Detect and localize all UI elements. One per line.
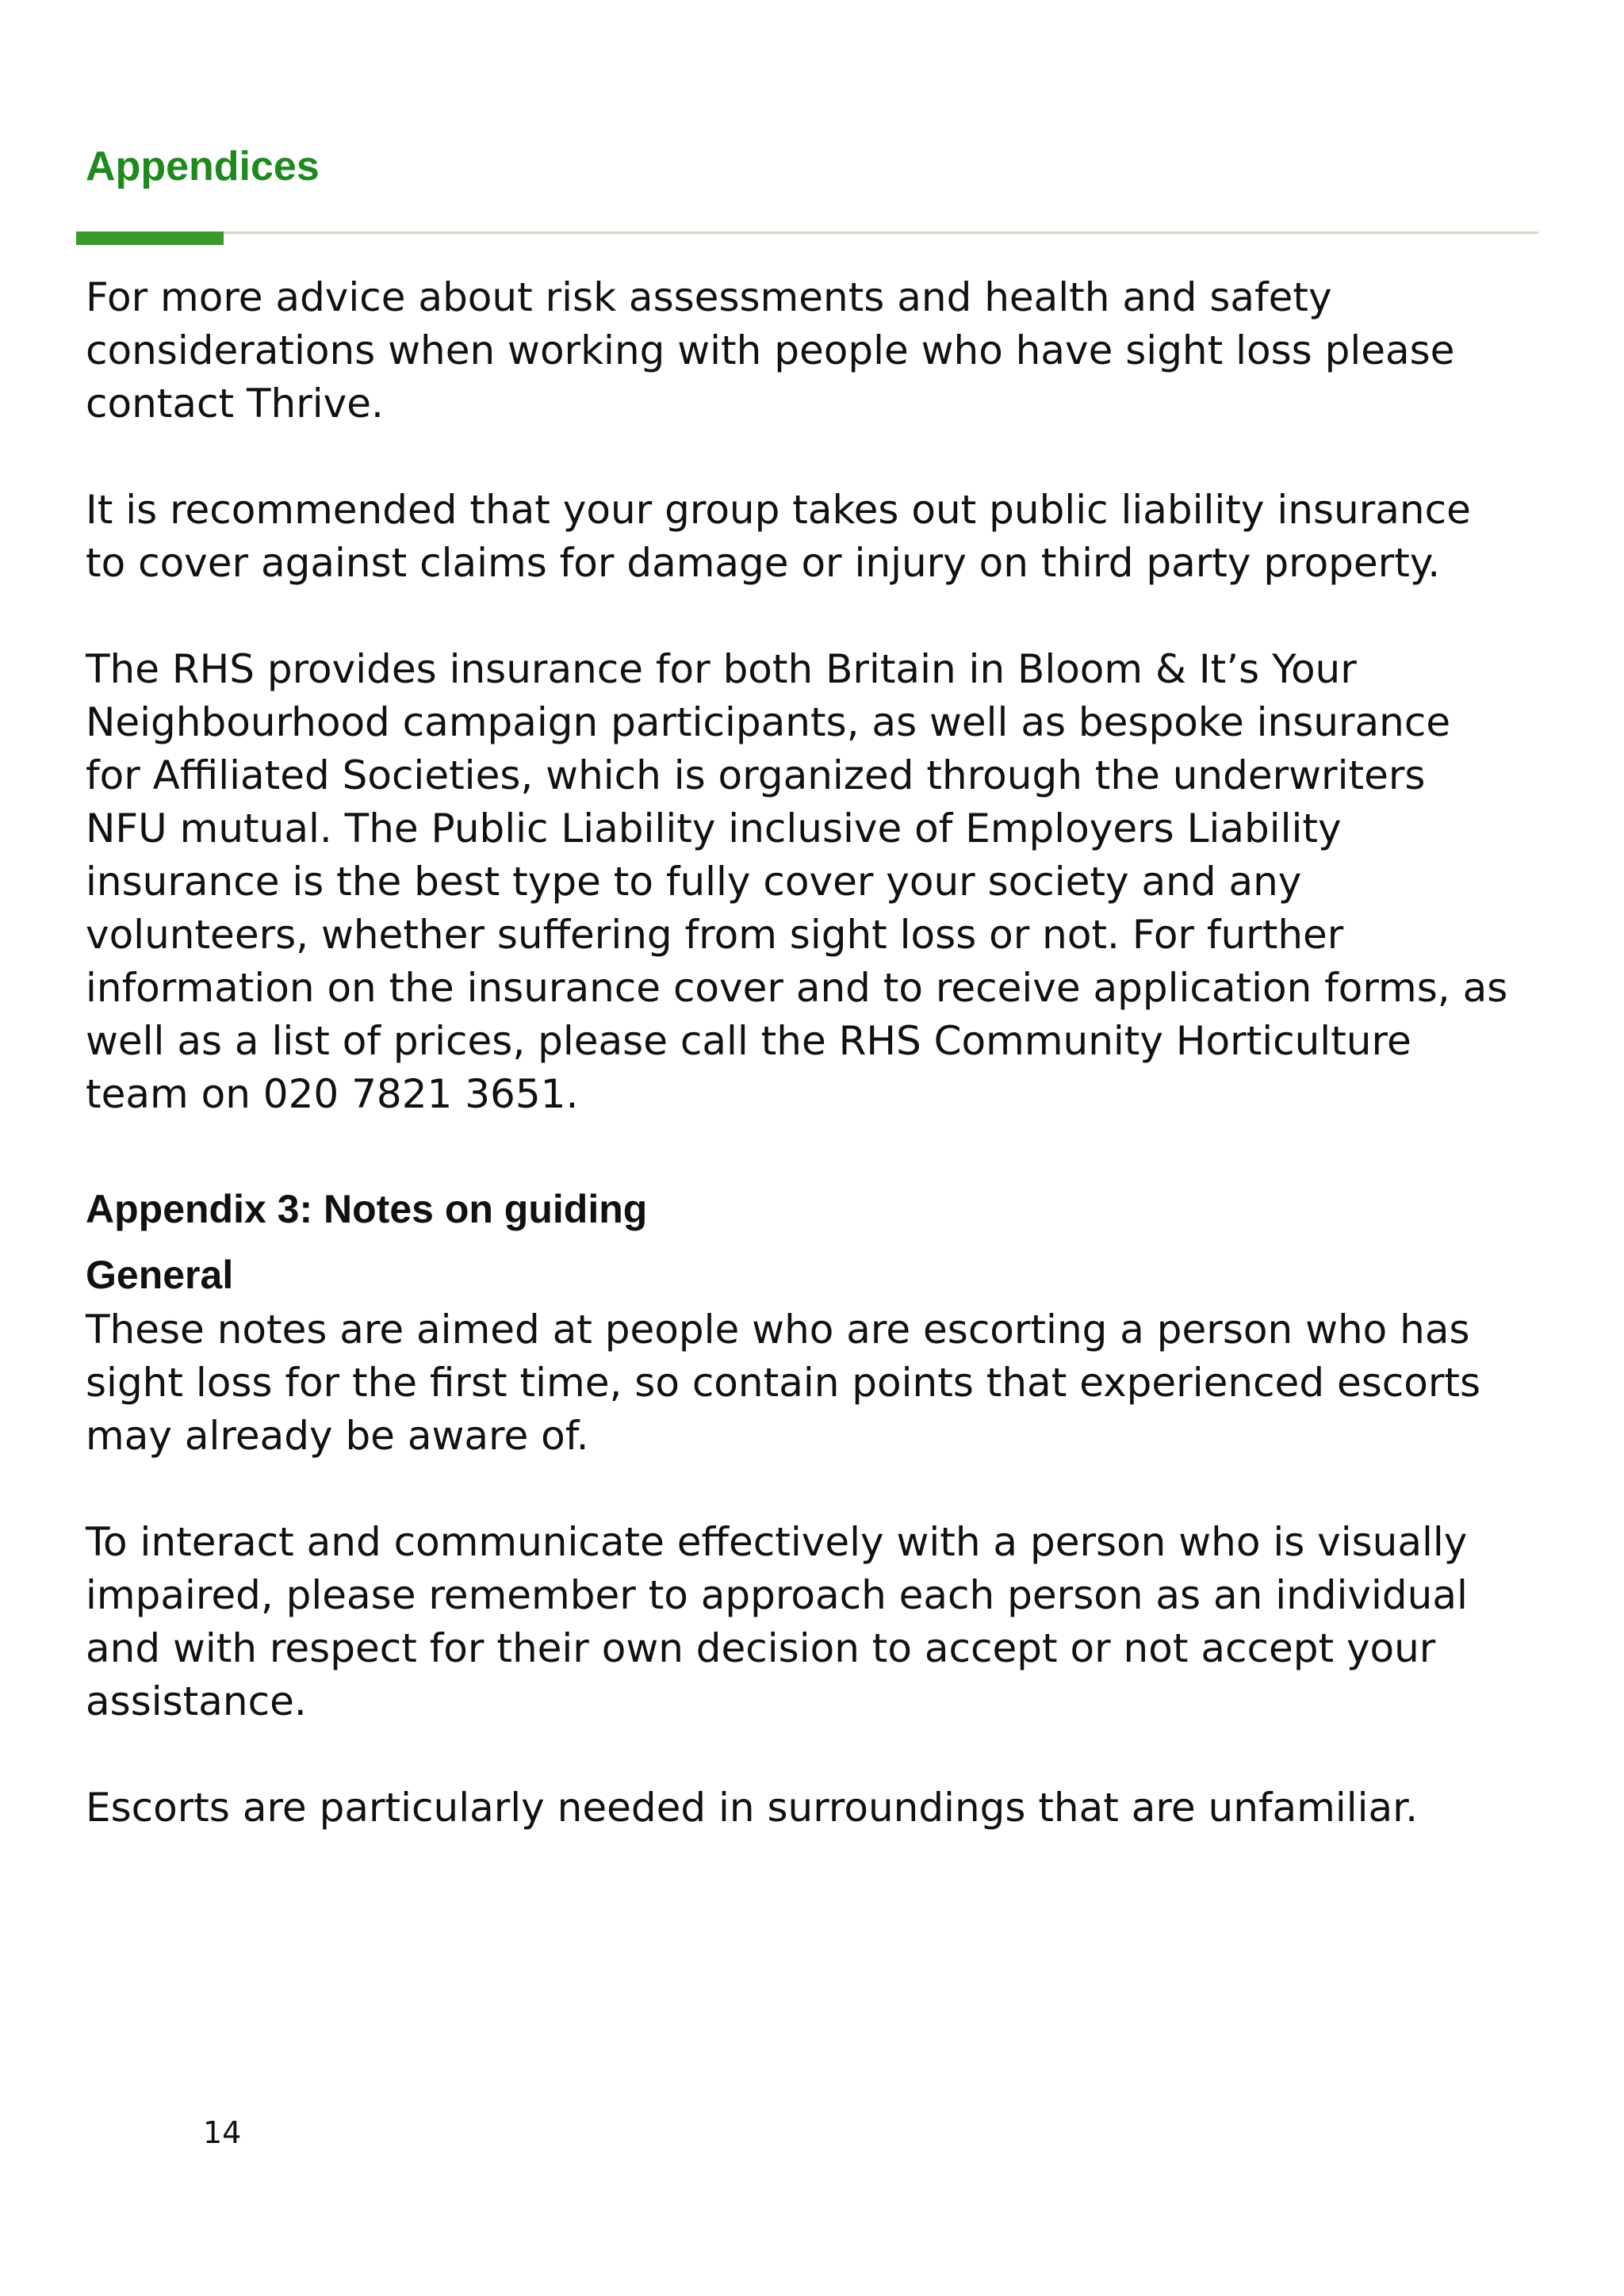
paragraph-rhs-insurance [86,643,1537,1121]
text-line: To interact and communicate effectively with a person who is visually [86,1519,1468,1565]
section-header: Appendices [86,144,320,189]
text-line: For more advice about risk assessments and health and safety [86,274,1332,320]
text-line: and with respect for their own decision to accept or not accept your [86,1625,1436,1671]
text-line: It is recommended that your group takes out public liability insurance [86,487,1471,533]
text-line: considerations when working with people who have sight loss please [86,327,1455,373]
header-rule-accent [76,232,224,245]
text-line: impaired, please remember to approach each person as an individual [86,1572,1468,1618]
text-line: The RHS provides insurance for both Britain in Bloom & It’s Your [86,646,1357,692]
text-line: team on 020 7821 3651. [86,1071,579,1117]
paragraph-liability-recommendation [86,484,1537,590]
page-number: 14 [203,2115,242,2150]
text-line: sight loss for the first time, so contain points that experienced escorts [86,1360,1481,1406]
text-line: contact Thrive. [86,381,384,427]
appendix-heading: Appendix 3: Notes on guiding [86,1187,648,1231]
text-line: may already be aware of. [86,1413,589,1459]
text-line: insurance is the best type to fully cover your society and any [86,859,1302,905]
text-line: well as a list of prices, please call the RHS Community Horticulture [86,1018,1411,1064]
paragraph-interaction [86,1516,1537,1728]
text-line: information on the insurance cover and to receive application forms, as [86,965,1508,1011]
text-line: to cover against claims for damage or injury on third party property. [86,540,1441,586]
page-content [86,271,1537,1835]
paragraph-risk-advice [86,271,1537,430]
text-line: These notes are aimed at people who are escorting a person who has [86,1307,1470,1353]
text-line: assistance. [86,1678,307,1724]
text-line: NFU mutual. The Public Liability inclusive of Employers Liability [86,806,1342,851]
paragraph-escorts [86,1781,1537,1835]
text-line: volunteers, whether suffering from sight loss or not. For further [86,912,1344,958]
text-line: Escorts are particularly needed in surroundings that are unfamiliar. [86,1785,1419,1831]
paragraph-guiding-notes [86,1303,1537,1463]
general-subheading: General [86,1253,234,1297]
header-rule [76,232,1538,234]
text-line: Neighbourhood campaign participants, as well as bespoke insurance [86,699,1451,745]
text-line: for Affiliated Societies, which is organized through the underwriters [86,752,1426,798]
